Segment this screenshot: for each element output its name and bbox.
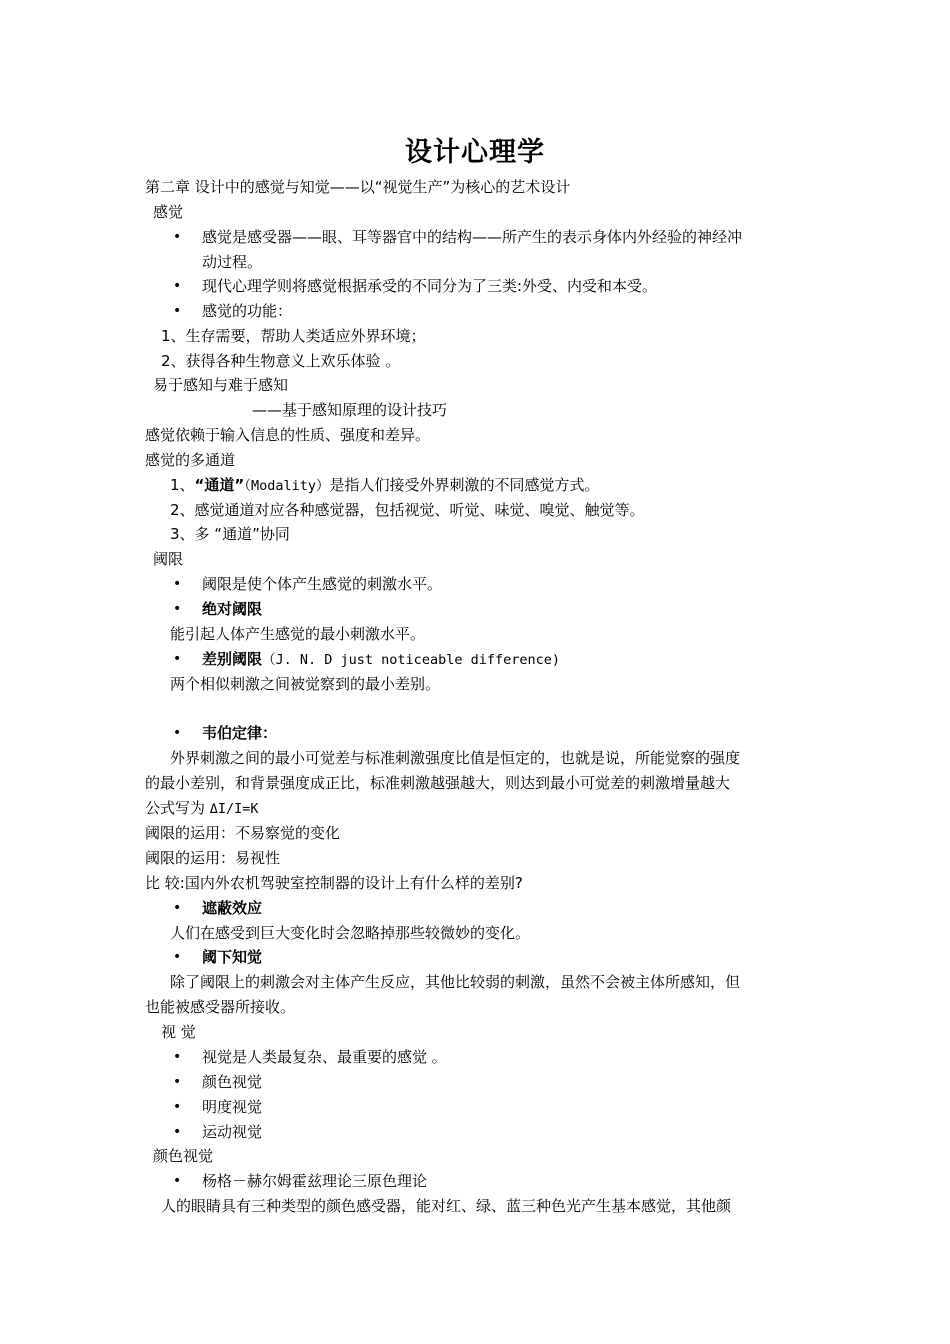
formula-label: 公式写为 [145, 799, 206, 817]
bullet-term-bold: 韦伯定律： [202, 724, 278, 742]
section-heading-sensation: 感觉 [153, 203, 184, 221]
paragraph-line: 的最小差别，和背景强度成正比，标准刺激越强越大，则达到最小可觉差的刺激增量越大 [145, 774, 731, 792]
term-bold: “通道” [194, 476, 245, 494]
bullet-dot-icon: • [173, 1173, 182, 1189]
bullet-text [202, 649, 560, 670]
paragraph: 感觉依赖于输入信息的性质、强度和差异。 [145, 426, 431, 444]
bullet-text: 杨格－赫尔姆霍兹理论三原色理论 [202, 1172, 428, 1190]
term-bold: 差别阈限 [202, 650, 263, 668]
function-item: 2、获得各种生物意义上欢乐体验 。 [161, 352, 401, 370]
section-heading-easy: 易于感知与难于感知 [153, 376, 289, 394]
function-item: 1、生存需要，帮助人类适应外界环境； [161, 327, 426, 345]
chapter-heading: 第二章 设计中的感觉与知觉——以“视觉生产”为核心的艺术设计 [145, 178, 571, 196]
bullet-dot-icon: • [173, 651, 182, 667]
paragraph: 阈限的运用：不易察觉的变化 [145, 824, 341, 842]
section-heading-threshold: 阈限 [153, 550, 184, 568]
section-heading-multichannel: 感觉的多通道 [145, 451, 236, 469]
bullet-dot-icon: • [173, 601, 182, 617]
term-description: 两个相似刺激之间被觉察到的最小差别。 [170, 675, 441, 693]
bullet-text: 运动视觉 [202, 1123, 263, 1141]
page-title: 设计心理学 [405, 137, 545, 168]
term-english: （J. N. D just noticeable difference) [262, 652, 560, 668]
bullet-text: 视觉是人类最复杂、最重要的感觉 。 [202, 1048, 447, 1066]
term-description: 能引起人体产生感觉的最小刺激水平。 [170, 625, 426, 643]
channel-item [170, 475, 600, 496]
paragraph-line: 除了阈限上的刺激会对主体产生反应，其他比较弱的刺激，虽然不会被主体所感知，但 [170, 973, 741, 991]
paragraph-line: 也能被感受器所接收。 [145, 998, 296, 1016]
paragraph: 比 较:国内外农机驾驶室控制器的设计上有什么样的差别? [145, 874, 523, 892]
term-english: （Modality） [244, 478, 330, 494]
bullet-text: 感觉是感受器——眼、耳等器官中的结构——所产生的表示身体内外经验的神经冲 [202, 228, 743, 246]
section-heading-vision: 视 觉 [161, 1023, 196, 1041]
paragraph: 阈限的运用：易视性 [145, 849, 281, 867]
bullet-dot-icon: • [173, 229, 182, 245]
formula-line [145, 798, 259, 819]
section-subheading: ——基于感知原理的设计技巧 [252, 401, 448, 419]
bullet-dot-icon: • [173, 1049, 182, 1065]
bullet-term-bold: 绝对阈限 [202, 600, 263, 618]
bullet-text: 现代心理学则将感觉根据承受的不同分为了三类:外受、内受和本受。 [202, 277, 658, 295]
channel-item: 2、感觉通道对应各种感觉器，包括视觉、听觉、味觉、嗅觉、触觉等。 [170, 501, 645, 519]
item-number: 1、 [170, 476, 195, 494]
section-heading-color: 颜色视觉 [153, 1147, 214, 1165]
bullet-text: 感觉的功能： [202, 302, 293, 320]
bullet-dot-icon: • [173, 278, 182, 294]
formula: ΔI/I=K [209, 801, 259, 817]
bullet-dot-icon: • [173, 1124, 182, 1140]
bullet-dot-icon: • [173, 1074, 182, 1090]
paragraph-line: 人的眼睛具有三种类型的颜色感受器，能对红、绿、蓝三种色光产生基本感觉，其他颜 [161, 1197, 732, 1215]
bullet-term-bold: 阈下知觉 [202, 948, 263, 966]
bullet-dot-icon: • [173, 949, 182, 965]
bullet-text: 明度视觉 [202, 1098, 263, 1116]
bullet-text: 颜色视觉 [202, 1073, 263, 1091]
bullet-term-bold: 遮蔽效应 [202, 899, 263, 917]
bullet-dot-icon: • [173, 303, 182, 319]
term-description: 人们在感受到巨大变化时会忽略掉那些较微妙的变化。 [170, 924, 531, 942]
bullet-dot-icon: • [173, 576, 182, 592]
bullet-dot-icon: • [173, 1099, 182, 1115]
bullet-dot-icon: • [173, 900, 182, 916]
bullet-text-continuation: 动过程。 [202, 253, 263, 271]
paragraph-line: 外界刺激之间的最小可觉差与标准刺激强度比值是恒定的，也就是说，所能觉察的强度 [170, 749, 741, 767]
bullet-text: 阈限是使个体产生感觉的刺激水平。 [202, 575, 443, 593]
bullet-dot-icon: • [173, 725, 182, 741]
item-text: 是指人们接受外界刺激的不同感觉方式。 [329, 476, 600, 494]
channel-item: 3、多 “通道”协同 [170, 525, 290, 543]
